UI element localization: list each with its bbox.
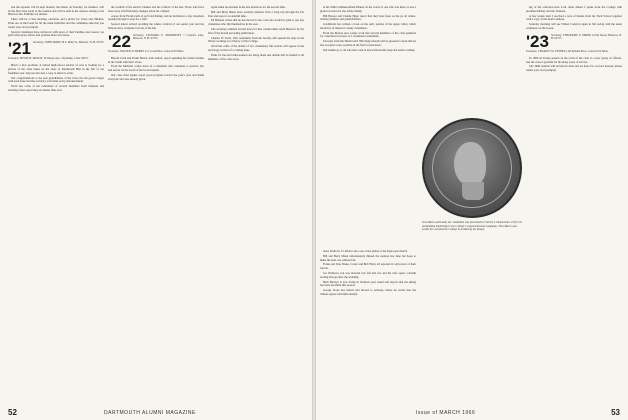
column-paragraph: Our thanks go to all who have sent in news this month; keep the letters coming. [323,47,416,52]
left-page [0,0,312,420]
class-year: '21 [8,41,31,58]
column-paragraph: Joe Wallace's son was married last fall and Joe and his wife spent a month touring Europe after the wedding. [320,271,416,279]
left-footer [0,406,312,420]
column-paragraph: at his 1966 Commencement Dinner. In the words of one who was there, it was a grand occasion for the whole family. [320,6,416,13]
column-paragraph: Saturday morning will see Winter Carnival again in full swing with the usual sculptures on the Green. [526,22,622,30]
column-paragraph: From the Midwest comes news of a classmate who continues to practice law and serves on the board of his local hospital. [108,64,204,73]
page-number: 52 [8,408,17,417]
class-heading [108,34,204,55]
right-column-1-top [320,6,416,114]
column-paragraph: Plans for the next mini-reunion are being made and details will be mailed to all members of the class soon. [208,52,304,61]
class-year: '23 [526,33,549,51]
class-secretary: Secretary, THEODORE S. MINER 4 Elm Street, Hanover, N. H. 03755 [550,33,622,40]
column-paragraph: A few weeks later I received a note of thanks from the Tuck School together with a copy of the dean's address. [526,13,622,22]
medallion-profile [454,142,486,186]
right-footer [316,406,628,420]
figure-caption: This Marro and Landy Inc. medallion was presented to Charles I. Zimmerman '23 for his outstanding leadership in the College's sesquicentennial campaign. Thus Marro and Landy Inc. assisted the College in producing the design. [422,221,522,231]
column-paragraph: Here's a nice problem. A retired high-school teacher of ours is looking for a picture of the class taken on the steps of Dartmouth Hall in the fall of our freshman year. Anyone who has a copy is asked to write. [8,63,104,75]
column-paragraph: Our congratulations to the new grandfathers of the class; the list grows longer with each issue and the secretary welcomes every announcement. [8,75,104,84]
column-paragraph: again when he returned in the late afternoon for the second time. [211,6,286,9]
column-paragraph: Frank and Ivan Drake, Carter and Bob Herd, all reported in with news of their travels. [320,262,416,271]
class-treasurer: Treasurer, WALTER D. BERRY 211 Lowell Rd., Concord 02 Mass. [108,49,185,53]
column-paragraph: Excerpts from the Herald add: 'His many friends will be pleased to learn that he has accepted a new position in the field of education.' [320,39,416,48]
column-paragraph: Word has come of the retirement of several members from business and teaching; most report they are busier than ever. [8,84,104,92]
column-paragraph: Bill and Betty Mann unfortunately missed the reunion last June but hope to make the next one without fail. [320,253,416,262]
class-heading [526,34,622,55]
column-paragraph: The secretary reminds all that news for this column must reach Hanover by the first of the month preceding publication. [208,27,304,35]
column-paragraph: George Stone has retired and moved to Arizona, where he writes that the climate agrees with him entirely. [320,288,416,296]
footer-title: Issue of MARCH 1966 [416,410,476,416]
column-paragraph: Ed Bement writes that he has moved to the coast and would be glad to see any classmates who find themselves in the area. [208,18,304,27]
class-secretary: Secretary, JOHN MORE 56 S. Main St., Hanover, N. H. 03755 [32,41,104,44]
class-heading [8,41,104,62]
column-paragraph: Bill and Betty Baker have recently returned from a long trip through the Far East and report a wonderful time. [208,9,304,18]
column-paragraph: ing of the outboard-class 2-24. After dinner I spoke from the College with president Dickey and the Trustees. [526,6,622,13]
footer-title: DARTMOUTH ALUMNI MAGAZINE [104,410,196,416]
column-paragraph: Charles W. Earle, after retirement from the faculty, still spends his days in the library working on a history of the College. [208,35,304,44]
column-paragraph: In 1966 Al Turner passed on the torch of the class to a new group of officers, and the class is grateful for his many years of service. [526,55,622,64]
column-paragraph: the warmth of his electric blanket and the comfort of the Inn. Those who have been away will find many changes about the campus. [108,6,204,13]
right-column-1-bottom [320,250,416,400]
column-paragraph: dead, Stafford, Vt. Dick is also one of the pillars of the Episcopal church. [323,250,408,253]
medallion-image [422,118,522,218]
column-paragraph: Our class fund agents report good progress toward the year's goal and thank everyone who has already given. [108,73,204,81]
column-paragraph: Several letters arrived recalling the winter carnival of our senior year and the famous snow sculpture in front of the Inn. [108,22,204,30]
column-paragraph: A note from Florida tells of golf and fishing, and an invitation to any classmate passing through to stop for a visit. [108,13,204,22]
column-paragraph: Several classmates have written in with news of their families and careers; we print what space allows and promise more next issue. [8,29,104,38]
left-column-3 [208,6,304,398]
class-treasurer: Treasurer, HUGH M. MURAY 19 Wayne Ave., Wyoming, Conn. 06557 [8,57,89,60]
column-paragraph: Word has come of the deaths of two classmates; full notices will appear in the necrology section of a coming issue. [208,44,304,52]
column-paragraph: Harold Cohn and Frank Haven, both retired, report spending the winter months in the South with their wives. [108,55,204,64]
column-paragraph: Goldthwait has written a book on the early settlers of the upper valley which should be of interest to many classmates. [320,22,416,30]
column-paragraph: and the expense will be kept modest; the dinner on Tuesday, for instance, will be the first class event of the reunion and will be held in the outdoor setting at the Hanover Inn. Families are invited. [8,6,104,17]
left-column-2 [108,6,204,398]
right-column-3 [526,6,622,398]
page-number: 53 [611,408,620,417]
left-column-1 [8,6,104,398]
column-paragraph: The 1966 reunion will be held in June and we hope for a record turnout; please return your card promptly. [526,64,622,73]
class-treasurer: Treasurer, CHARLES W. FENNELL 60 Perkins Place, Concord 02 Mass. [526,49,609,53]
medallion-neck [462,182,484,200]
class-year: '22 [108,33,131,51]
column-paragraph: From the Boston area comes word that several members of the class gathered for a luncheon in honor of a classmate's retirement. [320,30,416,39]
column-paragraph: Herb Hawley is now living in Vermont year round and reports that the skiing has been excellent this season. [320,279,416,288]
class-secretary: Secretary, LEONARD E. MORRISSEY 7 Ledyard Lane, Hanover, N. H. 03755 [132,33,204,40]
column-paragraph: There will be a class meeting, elections, and a picnic for wives and children. Plans are on the board for all the usual festivities and the committee asks that you return your card promptly. [8,17,104,29]
column-paragraph: Bill Brewer and Charlie Hugo report that they have been on the go all winter, visiting children and grandchildren. [320,13,416,22]
right-page [316,0,628,420]
